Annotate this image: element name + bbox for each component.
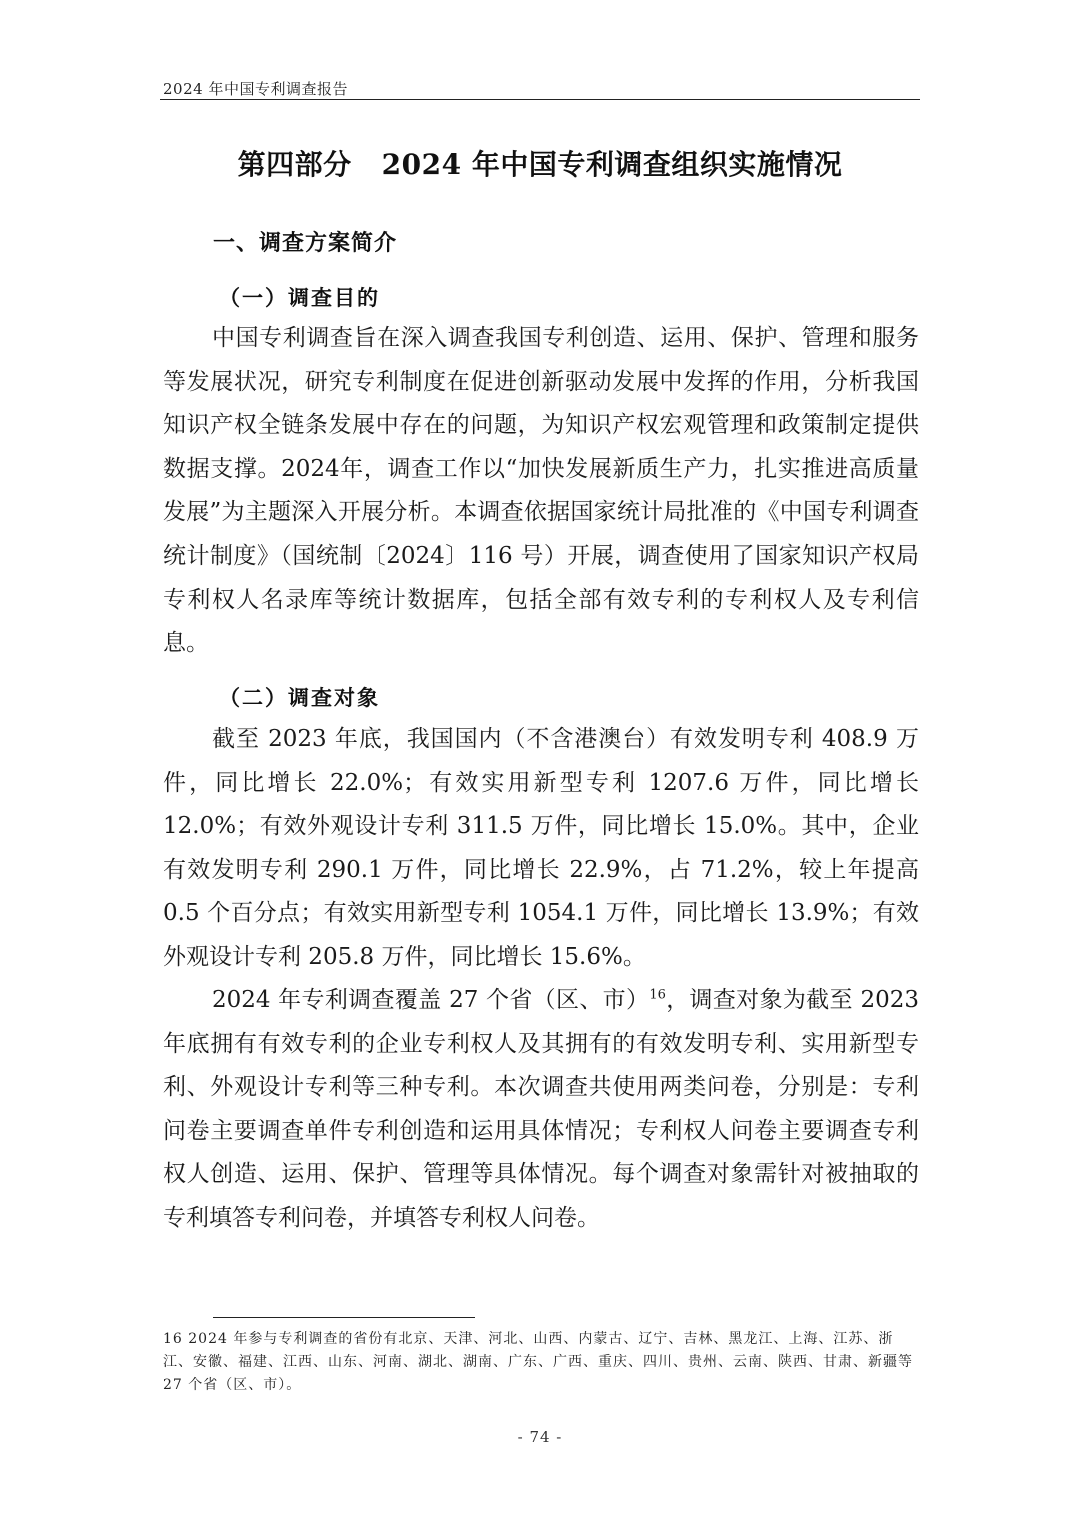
part-label: 第四部分 [237, 148, 352, 181]
part-title-text: 2024 年中国专利调查组织实施情况 [381, 148, 843, 181]
coverage-text-after-note: ，调查对象为截至 2023 年底拥有有效专利的企业专利权人及其拥有的有效发明专利、实用新型专利、外观设计专利等三种专利。本次调查共使用两类问卷，分别是：专利问卷主要调查单件专利创造和运用具体情况；专利权人问卷主要调查专利权人创造、运用、保护、管理等具体情况。每个调查对象需针对被抽取的专利填答专利问卷，并填答专利权人问卷。 [163, 987, 919, 1231]
paragraph-purpose: 中国专利调查旨在深入调查我国专利创造、运用、保护、管理和服务等发展状况，研究专利制度在促进创新驱动发展中发挥的作用，分析我国知识产权全链条发展中存在的问题，为知识产权宏观管理和政策制定提供数据支撑。2024年，调查工作以“加快发展新质生产力，扎实推进高质量发展”为主题深入开展分析。本调查依据国家统计局批准的《中国专利调查统计制度》（国统制〔2024〕116 号）开展，调查使用了国家知识产权局专利权人名录库等统计数据库，包括全部有效专利的专利权人及专利信息。 [163, 325, 919, 657]
footnote-divider [213, 1317, 475, 1318]
header-title: 2024 年中国专利调查报告 [163, 80, 348, 98]
header-divider [160, 99, 920, 100]
paragraph-patent-stats: 截至 2023 年底，我国国内（不含港澳台）有效发明专利 408.9 万件，同比增长 22.0%；有效实用新型专利 1207.6 万件，同比增长 12.0%；有效外观设计专利 311.5 万件，同比增长 15.0%。其中，企业有效发明专利 290.1 万件，同比增长 22.9%，占 71.2%，较上年提高 0.5 个百分点；有效实用新型专利 1054.1 万件，同比增长 13.9%；有效外观设计专利 205.8 万件，同比增长 15.6%。 [163, 726, 919, 970]
subsection-heading-purpose: （一）调查目的 [219, 286, 380, 310]
footnote: 16 2024 年参与专利调查的省份有北京、天津、河北、山西、内蒙古、辽宁、吉林、黑龙江、上海、江苏、浙江、安徽、福建、江西、山东、河南、湖北、湖南、广东、广西、重庆、四川、贵州、云南、陕西、甘肃、新疆等 27 个省（区、市）。 [163, 1331, 913, 1393]
paragraph-survey-coverage [163, 979, 919, 1241]
coverage-text-before-note: 2024 年专利调查覆盖 27 个省（区、市） [212, 987, 650, 1013]
subsection-heading-subjects: （二）调查对象 [219, 686, 380, 710]
footnote-reference: 16 [649, 987, 666, 1003]
page-number: - 74 - [517, 1428, 563, 1446]
part-title [160, 143, 920, 183]
section-heading: 一、调查方案简介 [213, 231, 398, 256]
